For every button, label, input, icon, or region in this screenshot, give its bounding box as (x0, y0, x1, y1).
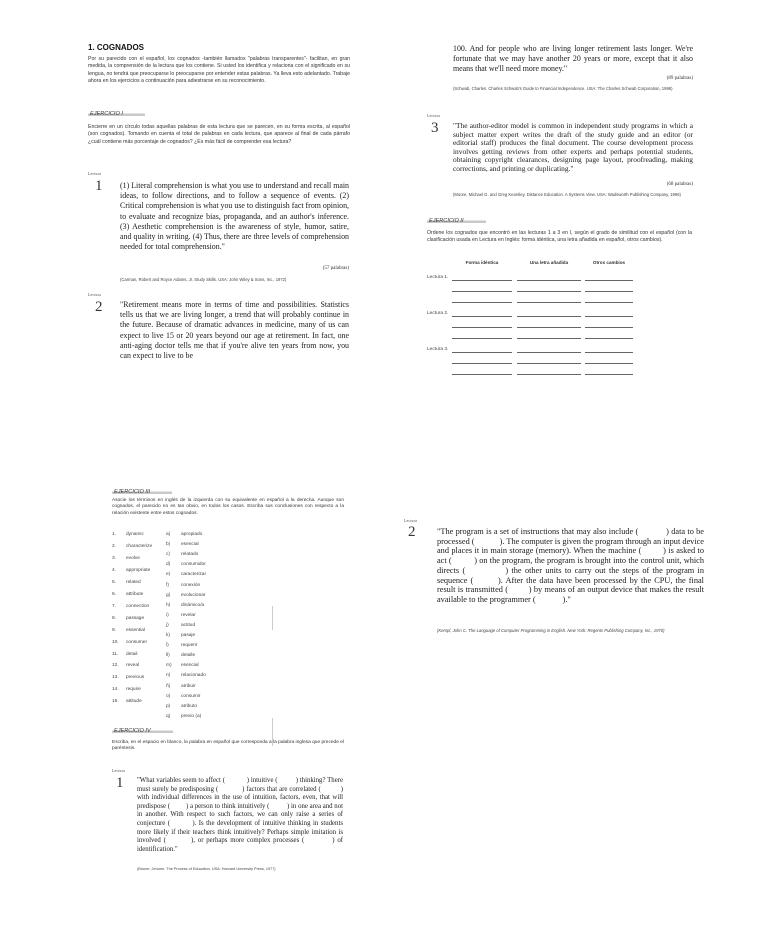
citation: (Kempl, John C. The Language of Computer Programming in English. New York: Regents Publishing Company, Inc., 1970) (437, 628, 665, 633)
answer-blank[interactable] (452, 374, 512, 375)
spanish-item-marker: ll) (166, 653, 170, 659)
spanish-item-marker: f) (166, 582, 169, 588)
spanish-item-marker: j) (166, 622, 169, 628)
lectura-2-text: "Retirement means more in terms of time and possibilities. Statistics tells us that we are living longer, a trend that will probably continue in the future. Because of dramatic advances in medicine, many of us can expect to live 15 or 20 years beyond our age at retirement. In fact, one anti-aging doctor tells me that if you're alive ten years from now, you can expect to live to be (120, 300, 349, 361)
spanish-item-marker: l) (166, 643, 169, 649)
english-item-term: essential (126, 627, 145, 633)
answer-blank[interactable] (585, 352, 633, 353)
exercise-heading-1: EJERCICIO I (88, 111, 145, 117)
answer-blank[interactable] (452, 302, 512, 303)
spanish-item-marker: p) (166, 703, 171, 709)
answer-blank[interactable] (517, 327, 581, 328)
citation: (Moore, Michael G. and Greg Kearsley. Distance Education. A Systems View. USA: Wadsworth Publishing Company, 1996) (453, 192, 681, 197)
english-item-term: passage (126, 615, 145, 621)
column-header: Otros cambios (592, 260, 626, 265)
answer-blank[interactable] (585, 316, 633, 317)
answer-blank[interactable] (452, 316, 512, 317)
answer-blank[interactable] (517, 374, 581, 375)
english-item-marker: 6. (112, 591, 117, 597)
answer-blank[interactable] (585, 338, 633, 339)
row-label: Lectura 2. (427, 311, 449, 316)
lectura-text-with-blanks: "What variables seem to affect ( ) intuitive ( ) thinking? There must surely be predisposing ( ) factors that are correlated ( ) with individual differences in the use of intuition, factors, even, that will predispose ( ) a person to think intuitively ( ) in one area and not in another. With respect to such factors, we can only raise a series of conjecture ( ). Is the development of intuitive thinking in students more likely if their teachers think intuitively? Perhaps simple imitation is involved ( ), or perhaps more complex processes ( ) of identification." (137, 777, 343, 853)
answer-blank[interactable] (585, 374, 633, 375)
answer-blank[interactable] (452, 291, 512, 292)
lectura-label: Lectura (88, 172, 101, 176)
english-item-term: previous (126, 675, 145, 681)
exercise-2-instructions: Ordene los cognados que encontró en las lecturas 1 a 3 en I, según el grado de similitud con el español (con la clasificación usada en Lectura en Inglés: forma idéntica, una letra añadida en español, otros cambios). (427, 230, 692, 244)
row-label: Lectura 1. (427, 275, 449, 280)
spanish-item-term: actitud (181, 622, 196, 628)
exercise-3-instructions: Asocie los términos en inglés de la izquierda con su equivalente en español a la derecha. Aunque son cognados, el parecido no es tan obvio, en todos los casos. Escriba sus conclusiones con respecto a la relación existente entre estos cognados. (112, 498, 344, 516)
spanish-item-marker: e) (166, 572, 171, 578)
spanish-item-term: consumir (181, 693, 201, 699)
english-item-term: reveal (126, 663, 140, 669)
spanish-item-term: apropiado (181, 532, 203, 537)
spanish-item-marker: c) (166, 552, 170, 558)
spanish-item-term: dinámico/a (181, 602, 205, 608)
answer-blank[interactable] (517, 280, 581, 281)
spanish-item-term: caracterizar (181, 572, 207, 578)
citation: (Carman, Robert and Royce Adams, Jr. Study Skills. USA: John Wiley & Sons, Inc., 1972) (120, 277, 287, 282)
spanish-item-marker: b) (166, 542, 171, 548)
lectura-number: 3 (431, 120, 439, 136)
english-item-marker: 13. (112, 675, 119, 681)
spanish-item-term: previo (a) (181, 713, 202, 719)
english-item-marker: 2. (112, 543, 117, 549)
lectura-3-text: "The author-editor model is common in independent study programs in which a subject matter expert writes the draft of the study guide and an editor (or editorial staff) produces the final document. The course development process involves getting reviews from other experts and perhaps potential students, obtaining copyright clearances, designing page layout, proofreading, making corrections, and printing or duplicating." (453, 121, 693, 173)
answer-blank[interactable] (452, 280, 512, 281)
spanish-item-marker: n) (166, 673, 171, 679)
answer-blank[interactable] (585, 291, 633, 292)
english-item-term: detail (126, 651, 138, 657)
spanish-item-term: esencial (181, 542, 199, 548)
exercise-4-instructions: Escriba, en el espacio en blanco, la palabra en español que corresponda a la palabra inglesa que precede el paréntesis. (112, 740, 344, 752)
citation: (Bruner, Jerome. The Process of Education. USA: Harvard University Press, 1977) (137, 867, 276, 871)
spanish-item-marker: m) (166, 663, 172, 669)
lectura-label: Lectura (88, 293, 101, 297)
lectura-1-text: (1) Literal comprehension is what you use to understand and recall main ideas, to follow directions, and to follow a sequence of events. (2) Critical comprehension is what you use to distinguish fact from opinion, to evaluate and recognize bias, propaganda, and an author's inference. (3) Aesthetic comprehension is the awareness of style, humor, satire, and quality in writing. (4) Thus, there are three levels of comprehension needed for total comprehension." (120, 181, 349, 252)
english-item-term: consumer (126, 639, 148, 645)
english-item-term: characterize (126, 543, 153, 549)
exercise-heading-2: EJERCICIO II (427, 218, 486, 224)
spanish-item-marker: d) (166, 562, 171, 568)
exercise-heading-4: EJERCICIO IV (112, 728, 173, 734)
spanish-item-term: detalle (181, 653, 196, 659)
divider (272, 606, 273, 630)
english-item-term: appropriate (126, 567, 151, 573)
answer-blank[interactable] (517, 302, 581, 303)
column-header: Una letra añadida (529, 260, 569, 265)
answer-blank[interactable] (452, 363, 512, 364)
answer-blank[interactable] (585, 327, 633, 328)
answer-blank[interactable] (452, 327, 512, 328)
lectura-label: Lectura (427, 114, 440, 118)
answer-blank[interactable] (452, 338, 512, 339)
answer-blank[interactable] (585, 280, 633, 281)
exercise-1-instructions: Encierre en un círculo todas aquellas palabras de esta lectura que se parecen, en su forma escrita, al español (son cognados). Tomando en cuenta el total de palabras en cada lectura, que aparece al final de cada párrafo ¿cuál contiene más porcentaje de cognados? ¿Es más fácil de comprender esa lectura? (88, 124, 350, 145)
intro-text: Por su parecido con el español, los cognados -también llamados "palabras transparentes"- facilitan, en gran medida, la comprensión de la lectura que los contiene. Si usted los identifica y relaciona con el significado en su lengua, no tendrá que preocuparse lo preocuparse por entender estas palabras. Ya lleva esto adelantado. Trabaje ahora en los ejercicios a continuación para adiestrarse en su reconocimiento. (88, 56, 350, 84)
lectura-2-continuation: 100. And for people who are living longer retirement lasts longer. We're fortunate that we may have another 20 years or more, except that it also means that we'll need more money." (453, 44, 693, 74)
english-item-term: dynamic (126, 532, 144, 537)
row-label: Lectura 3. (427, 347, 449, 352)
spanish-item-term: requerir (181, 643, 198, 649)
word-count: (57 palabras) (322, 266, 349, 271)
spanish-item-marker: o) (166, 693, 171, 699)
answer-blank[interactable] (517, 316, 581, 317)
english-item-marker: 9. (112, 627, 117, 633)
lectura-number: 2 (408, 524, 416, 540)
lectura-number: 1 (95, 178, 103, 194)
english-item-term: related (126, 579, 141, 585)
column-header: Forma idéntica (465, 260, 499, 265)
spanish-item-term: relacionado (181, 673, 206, 679)
english-item-marker: 12. (112, 663, 119, 669)
english-item-marker: 1. (112, 532, 117, 537)
spanish-item-marker: h) (166, 602, 171, 608)
citation: (Schwab, Charles. Charles Schwab's Guide to Financial Independence. USA: The Charles Schwab Corporation, 1998) (453, 86, 673, 91)
spanish-item-term: consumidor (181, 562, 206, 568)
english-item-term: attitude (126, 699, 142, 705)
english-item-term: connection (126, 603, 150, 609)
answer-blank[interactable] (517, 291, 581, 292)
answer-blank[interactable] (517, 352, 581, 353)
spanish-item-term: revelar (181, 612, 196, 618)
word-count: (68 palabras) (666, 182, 693, 187)
lectura-label: Lectura (404, 519, 417, 523)
spanish-item-marker: ñ) (166, 683, 171, 689)
english-item-marker: 7. (112, 603, 117, 609)
english-item-marker: 11. (112, 651, 119, 657)
spanish-item-marker: g) (166, 592, 171, 598)
spanish-item-marker: i) (166, 612, 169, 618)
answer-blank[interactable] (585, 363, 633, 364)
english-item-marker: 14. (112, 687, 119, 693)
spanish-item-term: relatado (181, 552, 199, 558)
answer-blank[interactable] (452, 352, 512, 353)
spanish-item-term: pasaje (181, 633, 196, 638)
lectura-number: 1 (116, 775, 124, 791)
spanish-item-marker: a) (166, 532, 171, 537)
spanish-item-marker: k) (166, 633, 170, 638)
english-item-term: evolve (126, 555, 140, 561)
spanish-item-marker: q) (166, 713, 171, 719)
english-item-term: require (126, 687, 141, 693)
english-item-term: attribute (126, 591, 144, 597)
english-item-marker: 8. (112, 615, 117, 621)
spanish-item-term: atributo (181, 703, 197, 709)
answer-blank[interactable] (517, 338, 581, 339)
word-count: (89 palabras) (666, 76, 693, 81)
section-title: 1. COGNADOS (88, 43, 145, 52)
english-item-marker: 4. (112, 567, 117, 573)
exercise-heading-3: EJERCICIO III (112, 489, 172, 495)
answer-blank[interactable] (517, 363, 581, 364)
english-item-marker: 10. (112, 639, 119, 645)
answer-blank[interactable] (585, 302, 633, 303)
english-item-marker: 5. (112, 579, 117, 585)
spanish-item-term: atribuir (181, 683, 196, 689)
lectura-number: 2 (95, 299, 103, 315)
english-item-marker: 3. (112, 555, 117, 561)
spanish-item-term: conexión (181, 582, 201, 588)
lectura-text-with-blanks: "The program is a set of instructions that may also include ( ) data to be processed ( ). The computer is given the program through an input device and places it in main storage (memory). When the machine ( ) is asked to act ( ) on the program, the program is brought into the control unit, which directs ( ) the other units to carry out the steps of the program in sequence ( ). After the data have been processed by the CPU, the final result is transmitted ( ) by means of an output device that makes the result available to the programmer ( )." (437, 527, 704, 604)
english-item-marker: 15. (112, 699, 119, 705)
lectura-label: Lectura (112, 769, 125, 773)
spanish-item-term: evolucionar (181, 592, 206, 598)
spanish-item-term: esencial (181, 663, 199, 669)
